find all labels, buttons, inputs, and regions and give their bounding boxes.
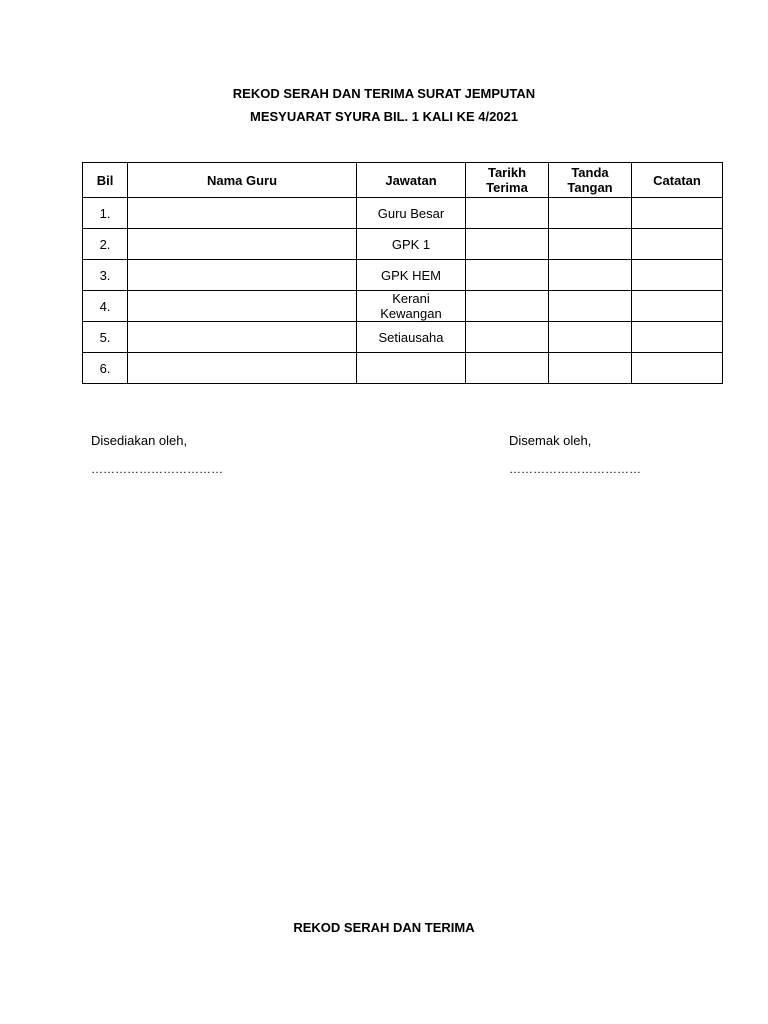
cell-tarikh-terima — [466, 353, 549, 384]
cell-tarikh-terima — [466, 322, 549, 353]
prepared-by-signature-line: …………………………… — [91, 462, 223, 476]
cell-tarikh-terima — [466, 260, 549, 291]
checked-by-signature-line: …………………………… — [509, 462, 641, 476]
cell-nama-guru — [128, 198, 357, 229]
cell-catatan — [632, 353, 723, 384]
header-tanda-tangan — [549, 163, 632, 198]
header-bil: Bil — [83, 163, 128, 198]
cell-tanda-tangan — [549, 322, 632, 353]
footer-title: REKOD SERAH DAN TERIMA — [293, 920, 475, 935]
cell-tanda-tangan — [549, 291, 632, 322]
cell-tanda-tangan — [549, 198, 632, 229]
cell-tanda-tangan — [549, 353, 632, 384]
cell-jawatan: GPK HEM — [357, 260, 466, 291]
cell-tanda-tangan — [549, 229, 632, 260]
header-catatan: Catatan — [632, 163, 723, 198]
header-jawatan: Jawatan — [357, 163, 466, 198]
cell-nama-guru — [128, 260, 357, 291]
cell-bil: 5. — [83, 322, 128, 353]
cell-catatan — [632, 291, 723, 322]
cell-catatan — [632, 229, 723, 260]
cell-nama-guru — [128, 322, 357, 353]
table-row — [83, 229, 723, 260]
cell-jawatan — [357, 291, 466, 322]
header-terima-line: Terima — [486, 180, 528, 195]
cell-bil: 1. — [83, 198, 128, 229]
cell-bil: 6. — [83, 353, 128, 384]
table-row — [83, 322, 723, 353]
header-tangan-line: Tangan — [567, 180, 613, 195]
cell-nama-guru — [128, 353, 357, 384]
cell-jawatan-line1: Kerani — [392, 291, 430, 306]
cell-bil: 2. — [83, 229, 128, 260]
table-header-row — [83, 163, 723, 198]
cell-bil: 3. — [83, 260, 128, 291]
header-tanda-line: Tanda — [571, 165, 609, 180]
document-title: REKOD SERAH DAN TERIMA SURAT JEMPUTAN — [232, 86, 536, 101]
cell-jawatan: GPK 1 — [357, 229, 466, 260]
cell-nama-guru — [128, 291, 357, 322]
table-row — [83, 291, 723, 322]
record-table — [82, 162, 723, 384]
cell-jawatan-line2: Kewangan — [380, 306, 442, 321]
cell-tarikh-terima — [466, 229, 549, 260]
checked-by-block — [509, 433, 641, 476]
header-tarikh-line: Tarikh — [487, 165, 527, 180]
header-tarikh-terima — [466, 163, 549, 198]
checked-by-label: Disemak oleh, — [509, 433, 592, 448]
cell-jawatan: Guru Besar — [357, 198, 466, 229]
cell-catatan — [632, 198, 723, 229]
cell-tarikh-terima — [466, 198, 549, 229]
cell-jawatan — [357, 353, 466, 384]
cell-nama-guru — [128, 229, 357, 260]
cell-catatan — [632, 260, 723, 291]
cell-catatan — [632, 322, 723, 353]
header-nama-guru: Nama Guru — [128, 163, 357, 198]
prepared-by-label: Disediakan oleh, — [91, 433, 188, 448]
cell-jawatan: Setiausaha — [357, 322, 466, 353]
prepared-by-block — [91, 433, 223, 476]
cell-tanda-tangan — [549, 260, 632, 291]
table-row — [83, 260, 723, 291]
table-row — [83, 198, 723, 229]
document-subtitle: MESYUARAT SYURA BIL. 1 KALI KE 4/2021 — [250, 109, 518, 124]
table-row — [83, 353, 723, 384]
cell-bil: 4. — [83, 291, 128, 322]
cell-tarikh-terima — [466, 291, 549, 322]
